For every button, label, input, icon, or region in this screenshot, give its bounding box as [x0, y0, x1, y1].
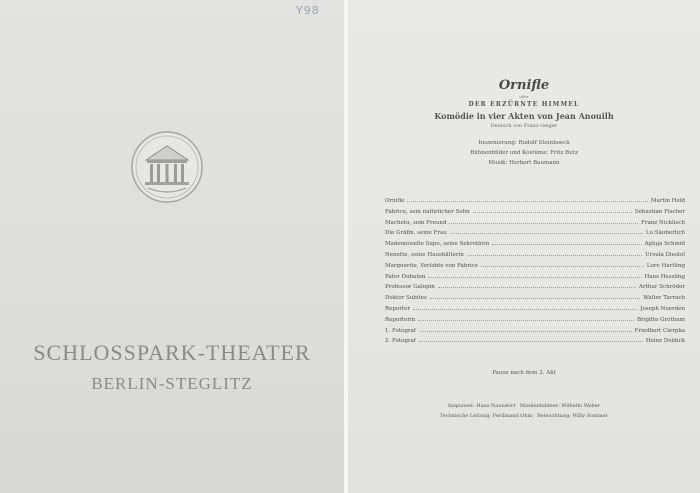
cast-actor: Hans Hessling [644, 273, 685, 280]
cast-role: 1. Fotograf [385, 327, 416, 334]
play-genre: Komödie in vier Akten von Jean Anouilh [434, 111, 614, 121]
cast-actor: Ursula Diestel [645, 251, 685, 258]
cast-actor: Lore Hartling [646, 262, 685, 269]
cast-actor: Arthur Schröder [638, 284, 685, 291]
dot-leader [407, 197, 647, 202]
cast-role: Ornifle [385, 198, 405, 204]
cast-row [385, 197, 685, 208]
theater-name: SCHLOSSPARK-THEATER [33, 340, 311, 365]
dot-leader [428, 273, 641, 278]
staff-line-1: Inspizient: Hans Naundorf · Maskenbildner: Wilhelm Weber [448, 403, 600, 409]
theater-location: BERLIN-STEGLITZ [91, 374, 253, 393]
credit-direction: Inszenierung: Rudolf Steinboeck [478, 140, 570, 146]
cast-row [385, 208, 685, 219]
program-cover [0, 0, 344, 493]
cast-role: Reporterin [385, 316, 416, 323]
dot-leader [418, 316, 634, 321]
play-alt-title: DER ERZÜRNTE HIMMEL [468, 101, 580, 108]
cast-row [385, 240, 685, 251]
cast-row [385, 337, 685, 348]
cast-row [385, 251, 685, 262]
credit-design: Bühnenbilder und Kostüme: Fritz Butz [470, 150, 578, 156]
credit-music: Musik: Herbert Baumann [488, 160, 560, 166]
play-title-conjunction: oder [519, 94, 529, 99]
cast-actor: Agluja Schmid [644, 241, 685, 248]
intermission-note: Pause nach dem 2. Akt [492, 370, 556, 376]
cast-role: Reporter [385, 305, 410, 312]
dot-leader [430, 294, 640, 299]
cast-row [385, 262, 685, 273]
cast-role: Die Gräfin, seine Frau [385, 230, 447, 237]
cast-row [385, 294, 685, 305]
cast-actor: Franz Nicklisch [641, 219, 685, 226]
cast-row [385, 316, 685, 327]
dot-leader [449, 219, 638, 224]
cast-role: Machetu, sein Freund [385, 219, 447, 226]
cast-row [385, 305, 685, 316]
staff-line-2: Technische Leitung: Ferdinand Ohm · Beleuchtung: Willy Sommer [440, 413, 608, 419]
cast-role: Pater Dubaton [385, 273, 426, 280]
cast-row [385, 229, 685, 240]
dot-leader [473, 208, 632, 213]
dot-leader [413, 305, 637, 310]
play-translation: Deutsch von Franz Geiger [490, 123, 558, 129]
cast-role: Professor Galopin [385, 284, 435, 291]
play-title: Ornifle [498, 78, 550, 93]
cast-role: Nenette, seine Haushälterin [385, 251, 464, 258]
cast-row [385, 327, 685, 338]
cast-role: Marguerite, Verlobte von Fabrice [385, 262, 479, 269]
cast-actor: Lu Säuberlich [645, 230, 685, 237]
cast-row [385, 273, 685, 284]
cast-actor: Heinz Doldick [645, 338, 685, 345]
dot-leader [467, 251, 642, 256]
dot-leader [438, 283, 636, 288]
cast-list [385, 197, 685, 348]
cast-actor: Brigitte Grothum [637, 316, 685, 323]
cast-role: Fabrice, sein natürlicher Sohn [385, 208, 470, 215]
cast-row [385, 283, 685, 294]
cast-role: 2. Fotograf [385, 338, 416, 345]
cast-actor: Friedbert Cierpka [634, 327, 685, 334]
program-page [348, 0, 700, 493]
cast-role: Mademoiselle Supo, seine Sekretärin [385, 241, 490, 248]
cast-actor: Martin Held [650, 198, 685, 204]
theater-temple-seal-icon [130, 130, 204, 204]
dot-leader [481, 262, 644, 267]
pencil-note: Y98 [296, 4, 320, 17]
cast-row [385, 219, 685, 230]
dot-leader [419, 327, 632, 332]
cast-actor: Joseph Noerden [640, 305, 685, 312]
dot-leader [450, 229, 643, 234]
cast-role: Doktor Subites [385, 295, 427, 302]
cast-actor: Walter Tarrach [643, 295, 685, 302]
dot-leader [419, 337, 643, 342]
dot-leader [492, 240, 641, 245]
cast-actor: Sebastian Fischer [634, 208, 685, 215]
